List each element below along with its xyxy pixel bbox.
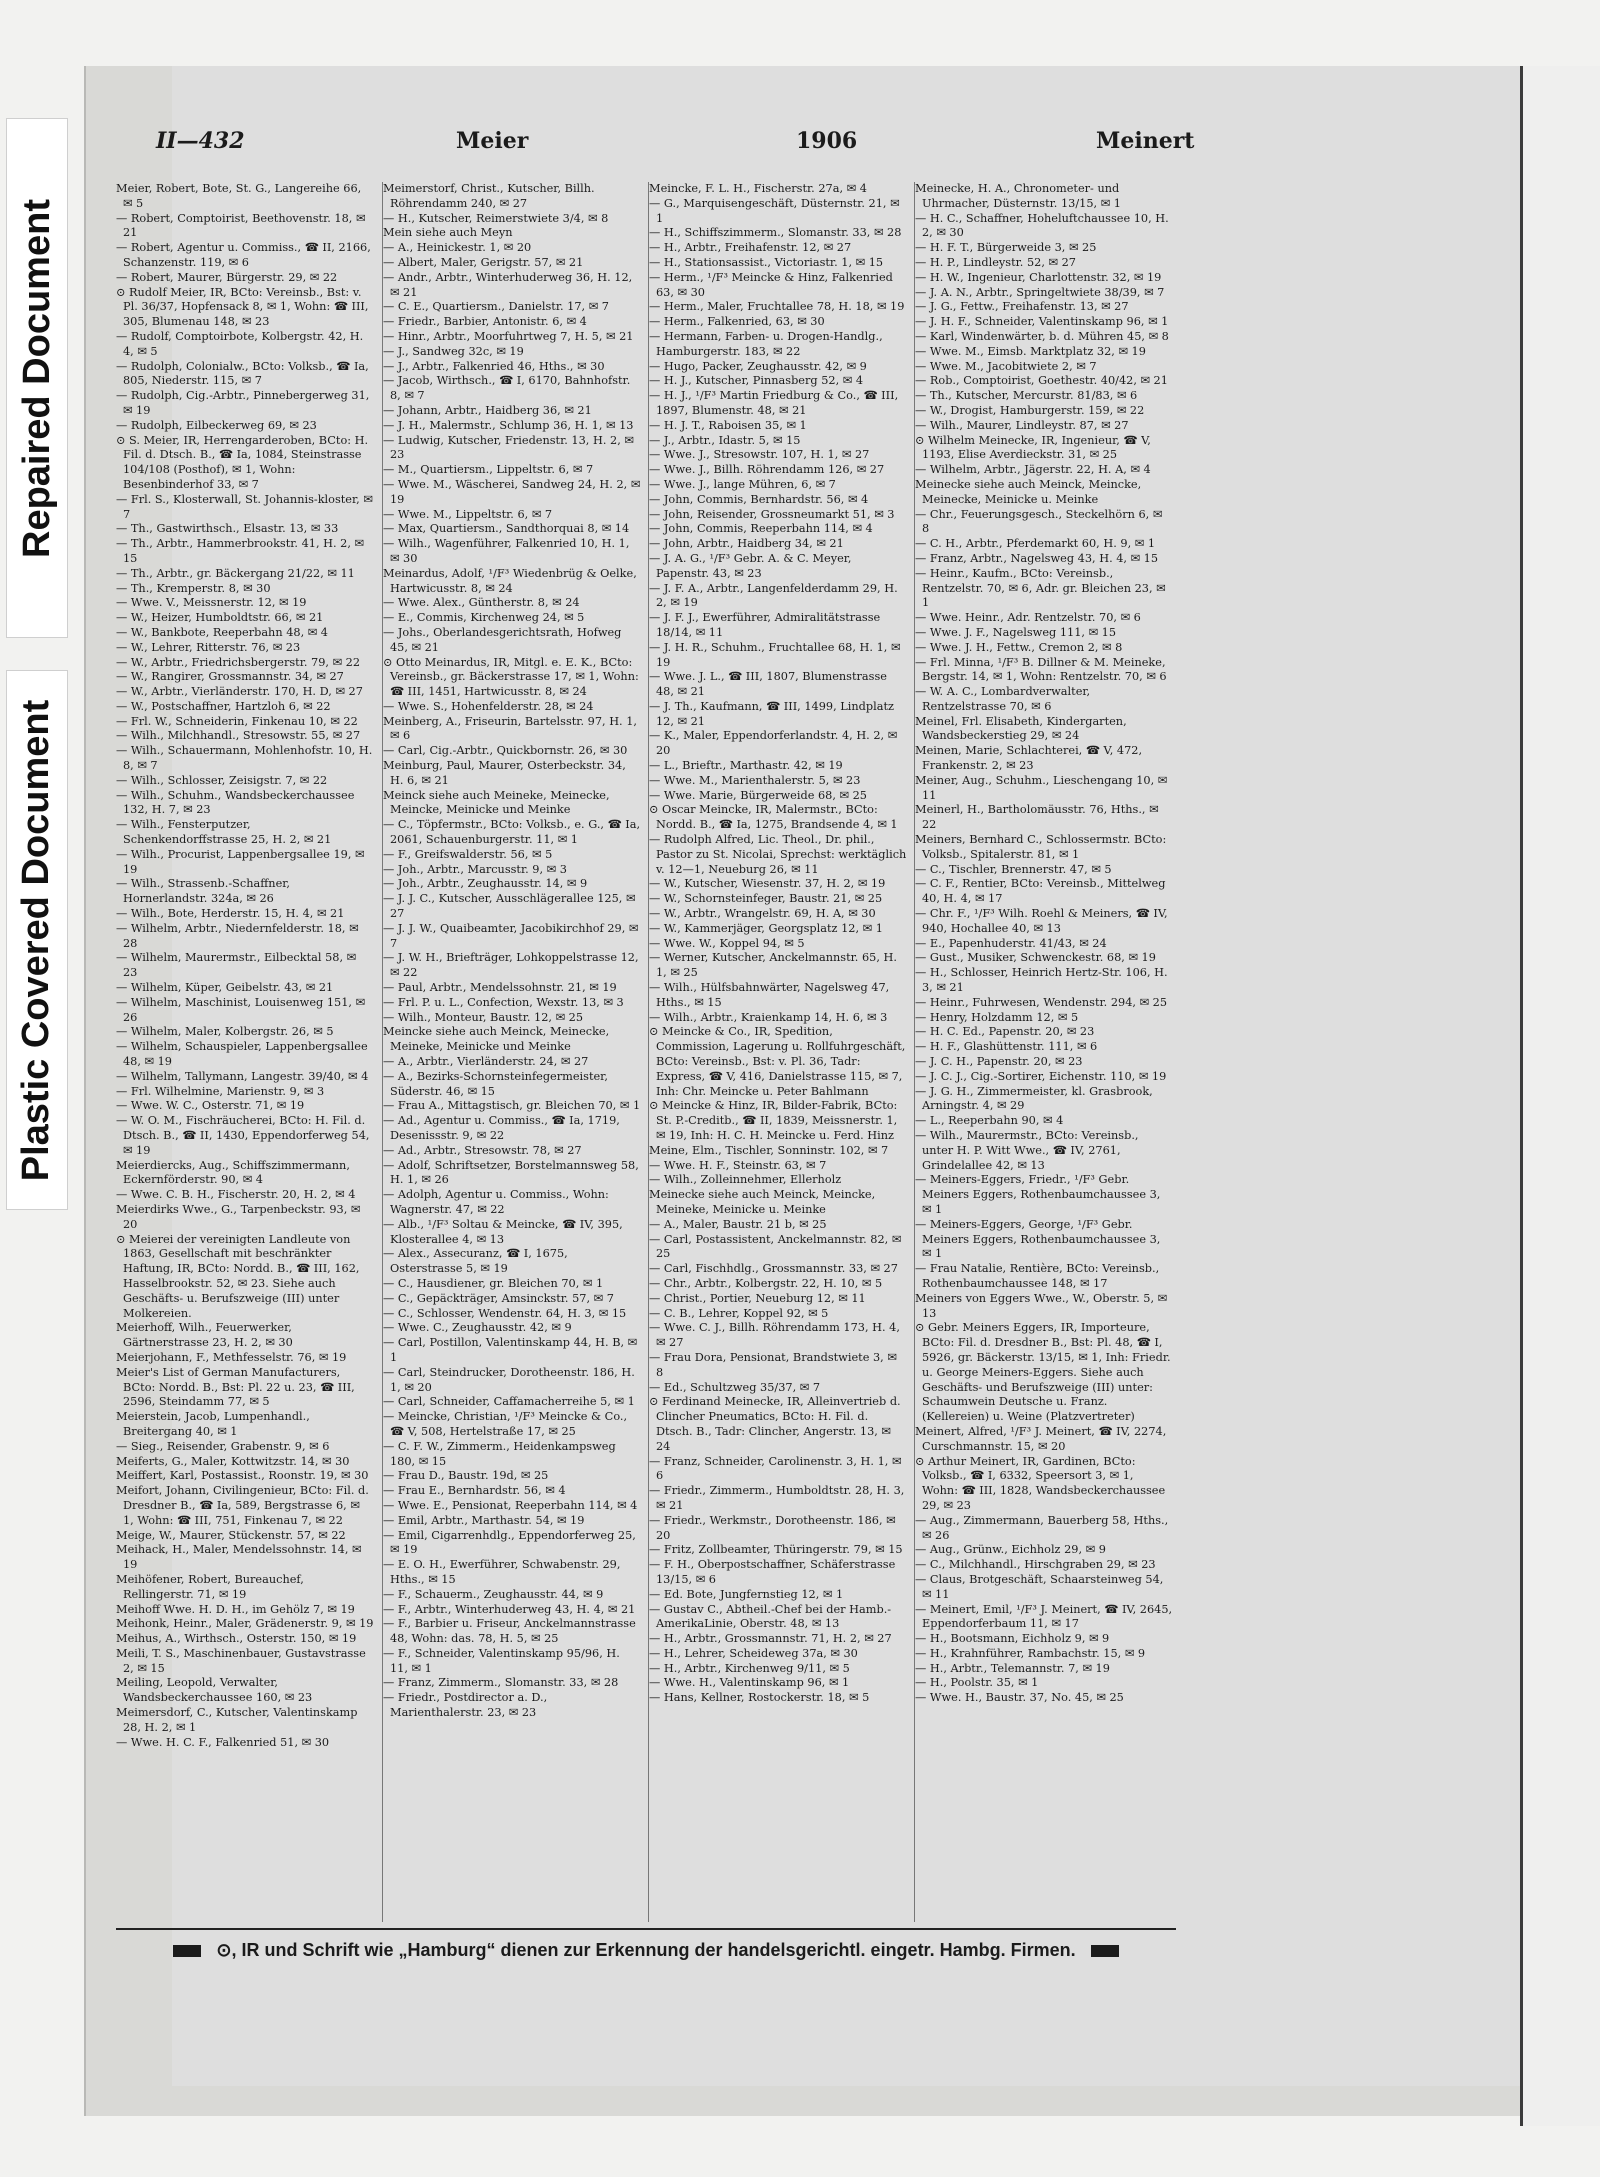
- directory-entry: ⊙ Rudolf Meier, IR, BCto: Vereinsb., Bst: v. Pl. 36/37, Hopfensack 8, ✉ 1, Wohn: ☎ III, 305, Blumenau 148, ✉ 23: [116, 285, 369, 329]
- directory-entry: Meincke, F. L. H., Fischerstr. 27a, ✉ 4: [649, 182, 867, 195]
- directory-entry: — Wilhelm, Maurermstr., Eilbecktal 58, ✉ 23: [116, 951, 357, 980]
- directory-entry: — Frl. Minna, ¹/F³ B. Dillner & M. Meineke, Bergstr. 14, ✉ 1, Wohn: Rentzelstr. 70, ✉ 6: [915, 655, 1167, 684]
- directory-entry: — K., Maler, Eppendorferlandstr. 4, H. 2, ✉ 20: [649, 729, 898, 758]
- directory-entry: Meier, Robert, Bote, St. G., Langereihe 66, ✉ 5: [116, 182, 362, 210]
- directory-entry: Meihonk, Heinr., Maler, Grädenerstr. 9, ✉ 19: [116, 1617, 374, 1631]
- directory-entry: — Th., Gastwirthsch., Elsastr. 13, ✉ 33: [116, 522, 339, 536]
- directory-entry: — Wwe. J. H., Fettw., Cremon 2, ✉ 8: [915, 640, 1123, 654]
- directory-entry: Meiners, Bernhard C., Schlossermstr. BCto: Volksb., Spitalerstr. 81, ✉ 1: [915, 833, 1167, 861]
- directory-entry: — Alb., ¹/F³ Soltau & Meincke, ☎ IV, 395, Klosterallee 4, ✉ 13: [383, 1217, 623, 1246]
- directory-entry: Meihus, A., Wirthsch., Osterstr. 150, ✉ 19: [116, 1632, 357, 1646]
- directory-entry: — J. A. G., ¹/F³ Gebr. A. & C. Meyer, Papenstr. 43, ✉ 23: [649, 551, 852, 580]
- directory-entry: Meinen, Marie, Schlachterei, ☎ V, 472, Frankenstr. 2, ✉ 23: [915, 744, 1143, 773]
- directory-entry: — Th., Arbtr., gr. Bäckergang 21/22, ✉ 11: [116, 566, 355, 580]
- directory-columns: [116, 182, 1176, 1922]
- directory-entry: — Henry, Holzdamm 12, ✉ 5: [915, 1010, 1079, 1024]
- directory-entry: — Sieg., Reisender, Grabenstr. 9, ✉ 6: [116, 1439, 330, 1453]
- directory-entry: Meierdirks Wwe., G., Tarpenbeckstr. 93, ✉ 20: [116, 1202, 361, 1231]
- directory-entry: — H. P., Lindleystr. 52, ✉ 27: [915, 255, 1076, 269]
- directory-entry: — Ludwig, Kutscher, Friedenstr. 13, H. 2, ✉ 23: [383, 433, 634, 462]
- column-2: [382, 182, 641, 1922]
- directory-entry: Meihöfener, Robert, Bureauchef, Rellingerstr. 71, ✉ 19: [116, 1572, 304, 1601]
- directory-entry: — Joh., Arbtr., Zeughausstr. 14, ✉ 9: [383, 877, 588, 891]
- directory-entry: — E., Commis, Kirchenweg 24, ✉ 5: [383, 611, 585, 625]
- directory-entry: — L., Reeperbahn 90, ✉ 4: [915, 1114, 1064, 1128]
- directory-entry: — Wwe. C. J., Billh. Röhrendamm 173, H. 4, ✉ 27: [649, 1321, 900, 1350]
- directory-entry: — J. J. C., Kutscher, Ausschlägerallee 125, ✉ 27: [383, 892, 636, 921]
- directory-entry: — F., Arbtr., Winterhuderweg 43, H. 4, ✉ 21: [383, 1602, 636, 1616]
- directory-entry: — Rudolph, Cig.-Arbtr., Pinnebergerweg 31, ✉ 19: [116, 389, 370, 417]
- directory-entry: Meinerl, H., Bartholomäusstr. 76, Hths., ✉ 22: [915, 803, 1159, 832]
- directory-entry: — Wwe. Alex., Güntherstr. 8, ✉ 24: [383, 596, 580, 610]
- directory-entry: — Fritz, Zollbeamter, Thüringerstr. 79, ✉ 15: [649, 1543, 903, 1557]
- directory-entry: — W., Lehrer, Ritterstr. 76, ✉ 23: [116, 640, 301, 654]
- directory-entry: — Wwe. J., Billh. Röhrendamm 126, ✉ 27: [649, 463, 885, 477]
- directory-entry: — F. H., Oberpostschaffner, Schäferstrasse 13/15, ✉ 6: [649, 1558, 896, 1586]
- directory-entry: Meinecke, H. A., Chronometer- und Uhrmacher, Düsternstr. 13/15, ✉ 1: [915, 182, 1121, 210]
- directory-entry: — Alex., Assecuranz, ☎ I, 1675, Osterstrasse 5, ✉ 19: [383, 1247, 568, 1276]
- repaired-document-tab: [6, 118, 68, 638]
- directory-entry: — H., Arbtr., Freihafenstr. 12, ✉ 27: [649, 241, 852, 255]
- directory-entry: Meihoff Wwe. H. D. H., im Gehölz 7, ✉ 19: [116, 1602, 355, 1616]
- directory-entry: — J. W. H., Briefträger, Lohkoppelstrasse 12, ✉ 22: [383, 951, 639, 980]
- directory-entry: — H., Stationsassist., Victoriastr. 1, ✉ 15: [649, 255, 884, 269]
- directory-entry: — W., Postschaffner, Hartzloh 6, ✉ 22: [116, 699, 331, 713]
- directory-entry: — Heinr., Fuhrwesen, Wendenstr. 294, ✉ 25: [915, 995, 1168, 1009]
- directory-entry: Meiner, Aug., Schuhm., Lieschengang 10, ✉ 11: [915, 773, 1168, 802]
- directory-entry: — Meiners-Eggers, George, ¹/F³ Gebr. Meiners Eggers, Rothenbaumchaussee 3, ✉ 1: [915, 1217, 1161, 1261]
- directory-entry: — Wwe. W. C., Osterstr. 71, ✉ 19: [116, 1099, 305, 1113]
- header-year: 1906: [796, 128, 858, 154]
- directory-entry: — J. G. H., Zimmermeister, kl. Grasbrook, Arningstr. 4, ✉ 29: [915, 1084, 1153, 1113]
- directory-entry: — W., Heizer, Humboldtstr. 66, ✉ 21: [116, 611, 324, 625]
- directory-entry: — Wwe. V., Meissnerstr. 12, ✉ 19: [116, 596, 307, 610]
- directory-entry: — F., Schneider, Valentinskamp 95/96, H. 11, ✉ 1: [383, 1646, 620, 1675]
- directory-entry: — J. G., Fettw., Freihafenstr. 13, ✉ 27: [915, 300, 1129, 314]
- directory-entry: — C. H., Arbtr., Pferdemarkt 60, H. 9, ✉ 1: [915, 537, 1156, 551]
- directory-entry: — Carl, Fischhdlg., Grossmannstr. 33, ✉ 27: [649, 1262, 898, 1276]
- directory-entry: — Karl, Windenwärter, b. d. Mühren 45, ✉ 8: [915, 329, 1169, 343]
- directory-entry: — John, Commis, Bernhardstr. 56, ✉ 4: [649, 492, 869, 506]
- pointing-hand-icon: [173, 1945, 201, 1957]
- directory-entry: — C., Milchhandl., Hirschgraben 29, ✉ 23: [915, 1558, 1156, 1572]
- directory-entry: — Friedr., Barbier, Antonistr. 6, ✉ 4: [383, 315, 587, 329]
- directory-entry: — Wwe. C. B. H., Fischerstr. 20, H. 2, ✉ 4: [116, 1188, 356, 1202]
- directory-entry: — W., Kutscher, Wiesenstr. 37, H. 2, ✉ 19: [649, 877, 886, 891]
- directory-entry: — J. C. H., Papenstr. 20, ✉ 23: [915, 1055, 1083, 1069]
- directory-entry: — Wilhelm, Maschinist, Louisenweg 151, ✉ 26: [116, 995, 366, 1024]
- directory-entry: — Robert, Comptoirist, Beethovenstr. 18, ✉ 21: [116, 211, 366, 240]
- directory-entry: — Wilh., Schauermann, Mohlenhofstr. 10, H. 8, ✉ 7: [116, 744, 373, 773]
- directory-entry: — Hugo, Packer, Zeughausstr. 42, ✉ 9: [649, 359, 867, 373]
- directory-entry: ⊙ Ferdinand Meinecke, IR, Alleinvertrieb d. Clincher Pneumatics, BCto: H. Fil. d. Dtsch. B., Tadr: Clincher, Angerstr. 13, ✉ 24: [649, 1395, 901, 1453]
- directory-entry: — Frl. P. u. L., Confection, Wexstr. 13, ✉ 3: [383, 995, 624, 1009]
- directory-entry: Meinburg, Paul, Maurer, Osterbeckstr. 34, H. 6, ✉ 21: [383, 759, 626, 787]
- directory-entry: — Wwe. H. F., Steinstr. 63, ✉ 7: [649, 1158, 827, 1172]
- directory-entry: — F., Schauerm., Zeughausstr. 44, ✉ 9: [383, 1587, 604, 1601]
- directory-entry: — Friedr., Zimmerm., Humboldtstr. 28, H. 3, ✉ 21: [649, 1484, 905, 1512]
- directory-entry: — C., Hausdiener, gr. Bleichen 70, ✉ 1: [383, 1276, 604, 1290]
- directory-entry: ⊙ Oscar Meincke, IR, Malermstr., BCto: Nordd. B., ☎ Ia, 1275, Brandsende 4, ✉ 1: [649, 803, 898, 832]
- page-number: II—432: [156, 128, 245, 154]
- directory-entry: — W., Arbtr., Friedrichsbergerstr. 79, ✉ 22: [116, 655, 361, 669]
- header-title-left: Meier: [456, 128, 529, 154]
- directory-entry: — Meiners-Eggers, Friedr., ¹/F³ Gebr. Meiners Eggers, Rothenbaumchaussee 3, ✉ 1: [915, 1173, 1161, 1216]
- directory-entry: — Christ., Portier, Neueburg 12, ✉ 11: [649, 1291, 866, 1305]
- directory-entry: — H., Arbtr., Kirchenweg 9/11, ✉ 5: [649, 1661, 850, 1675]
- directory-entry: Meiling, Leopold, Verwalter, Wandsbeckerchaussee 160, ✉ 23: [116, 1676, 313, 1705]
- directory-entry: — Wwe. W., Koppel 94, ✉ 5: [649, 936, 805, 950]
- directory-entry: — Frl. Wilhelmine, Marienstr. 9, ✉ 3: [116, 1084, 325, 1098]
- directory-entry: — H. J. T., Raboisen 35, ✉ 1: [649, 418, 807, 432]
- directory-entry: — Frau A., Mittagstisch, gr. Bleichen 70, ✉ 1: [383, 1099, 641, 1113]
- directory-entry: Meimerstorf, Christ., Kutscher, Billh. Röhrendamm 240, ✉ 27: [383, 182, 595, 210]
- directory-entry: — Adolf, Schriftsetzer, Borstelmannsweg 58, H. 1, ✉ 26: [383, 1158, 639, 1187]
- footer-text: ⊙, IR und Schrift wie „Hamburg“ dienen zur Erkennung der handelsgerichtl. eingetr. Hambg. Firmen.: [216, 1940, 1076, 1960]
- directory-entry: — J. H. F., Schneider, Valentinskamp 96, ✉ 1: [915, 315, 1169, 329]
- directory-entry: — Robert, Agentur u. Commiss., ☎ II, 2166, Schanzenstr. 119, ✉ 6: [116, 241, 371, 269]
- directory-entry: — J. C. J., Cig.-Sortirer, Eichenstr. 110, ✉ 19: [915, 1069, 1167, 1083]
- directory-entry: — Wilh., Schuhm., Wandsbeckerchaussee 132, H. 7, ✉ 23: [116, 788, 355, 817]
- directory-entry: — Th., Arbtr., Hammerbrookstr. 41, H. 2, ✉ 15: [116, 537, 365, 565]
- directory-entry: — J., Arbtr., Idastr. 5, ✉ 15: [649, 433, 801, 447]
- directory-entry: — C. B., Lehrer, Koppel 92, ✉ 5: [649, 1306, 829, 1320]
- directory-entry: — Hinr., Arbtr., Moorfuhrtweg 7, H. 5, ✉ 21: [383, 329, 634, 343]
- directory-entry: — J., Sandweg 32c, ✉ 19: [383, 344, 524, 358]
- directory-entry: — Th., Kutscher, Mercurstr. 81/83, ✉ 6: [915, 389, 1138, 403]
- directory-entry: Meihack, H., Maler, Mendelssohnstr. 14, ✉ 19: [116, 1543, 362, 1572]
- directory-entry: — Claus, Brotgeschäft, Schaarsteinweg 54, ✉ 11: [915, 1572, 1164, 1601]
- directory-entry: — Wilh., Milchhandl., Stresowstr. 55, ✉ 27: [116, 729, 361, 743]
- directory-entry: Meincke siehe auch Meinck, Meinecke, Meineke, Meinicke und Meinke: [383, 1025, 610, 1054]
- directory-entry: — Carl, Postassistent, Anckelmannstr. 82, ✉ 25: [649, 1232, 902, 1261]
- directory-entry: — Wwe. J. L., ☎ III, 1807, Blumenstrasse 48, ✉ 21: [649, 670, 887, 699]
- column-1: [116, 182, 374, 1922]
- plastic-covered-label: Plastic Covered Document: [15, 699, 58, 1181]
- directory-entry: — Frau Natalie, Rentière, BCto: Vereinsb., Rothenbaumchaussee 148, ✉ 17: [915, 1262, 1160, 1290]
- directory-entry: — Wwe. H., Valentinskamp 96, ✉ 1: [649, 1676, 850, 1690]
- directory-entry: — Ad., Arbtr., Stresowstr. 78, ✉ 27: [383, 1143, 582, 1157]
- directory-entry: — Wilh., Zolleinnehmer, Ellerholz: [649, 1173, 842, 1187]
- directory-entry: — Emil, Cigarrenhdlg., Eppendorferweg 25, ✉ 19: [383, 1528, 636, 1557]
- directory-entry: — W., Rangirer, Grossmannstr. 34, ✉ 27: [116, 670, 344, 684]
- directory-entry: — Wwe. H. C. F., Falkenried 51, ✉ 30: [116, 1735, 330, 1749]
- directory-entry: — E., Papenhuderstr. 41/43, ✉ 24: [915, 936, 1107, 950]
- directory-entry: — Adolph, Agentur u. Commiss., Wohn: Wagnerstr. 47, ✉ 22: [383, 1188, 609, 1216]
- directory-entry: — J. A. N., Arbtr., Springeltwiete 38/39, ✉ 7: [915, 285, 1165, 299]
- directory-entry: — J., Arbtr., Falkenried 46, Hths., ✉ 30: [383, 359, 605, 373]
- directory-entry: Meiffert, Karl, Postassist., Roonstr. 19, ✉ 30: [116, 1469, 369, 1483]
- directory-entry: — E. O. H., Ewerführer, Schwabenstr. 29, Hths., ✉ 15: [383, 1558, 621, 1586]
- directory-entry: — Wilhelm, Tallymann, Langestr. 39/40, ✉ 4: [116, 1069, 369, 1083]
- directory-entry: — Wwe. Marie, Bürgerweide 68, ✉ 25: [649, 788, 867, 802]
- directory-entry: — Meincke, Christian, ¹/F³ Meincke & Co., ☎ V, 508, Hertelstraße 17, ✉ 25: [383, 1410, 628, 1438]
- directory-entry: — Emil, Arbtr., Marthastr. 54, ✉ 19: [383, 1513, 585, 1527]
- directory-entry: ⊙ Meincke & Co., IR, Spedition, Commission, Lagerung u. Rollfuhrgeschäft, BCto: Vereinsb., Bst: v. Pl. 36, Tadr: Express, ☎ V, 416, Danielstrasse 115, ✉ 7, Inh: Chr. Meincke u. Peter Bahlmann: [649, 1025, 906, 1098]
- directory-entry: — J. H. R., Schuhm., Fruchtallee 68, H. 1, ✉ 19: [649, 640, 901, 669]
- directory-entry: — H., Bootsmann, Eichholz 9, ✉ 9: [915, 1632, 1110, 1646]
- directory-entry: — Frau Dora, Pensionat, Brandstwiete 3, ✉ 8: [649, 1350, 897, 1379]
- directory-entry: ⊙ Meincke & Hinz, IR, Bilder-Fabrik, BCto: St. P.-Creditb., ☎ II, 1839, Meissnerstr. 1, ✉ 19, Inh: H. C. H. Meincke u. Ferd. Hinz: [649, 1099, 898, 1142]
- directory-entry: — Andr., Arbtr., Winterhuderweg 36, H. 12, ✉ 21: [383, 270, 633, 299]
- directory-entry: — C. F. W., Zimmerm., Heidenkampsweg 180, ✉ 15: [383, 1439, 616, 1468]
- directory-entry: — A., Bezirks-Schornsteinfegermeister, Süderstr. 46, ✉ 15: [383, 1069, 608, 1098]
- directory-entry: Meinel, Frl. Elisabeth, Kindergarten, Wandsbeckerstieg 29, ✉ 24: [915, 714, 1127, 743]
- directory-entry: — Wwe. Heinr., Adr. Rentzelstr. 70, ✉ 6: [915, 611, 1141, 625]
- directory-entry: — H. J., ¹/F³ Martin Friedburg & Co., ☎ III, 1897, Blumenstr. 48, ✉ 21: [649, 389, 899, 417]
- directory-entry: — Wilh., Strassenb.-Schaffner, Hornerlandstr. 324a, ✉ 26: [116, 877, 290, 906]
- directory-entry: Meine, Elm., Tischler, Sonninstr. 102, ✉ 7: [649, 1143, 889, 1157]
- directory-entry: — A., Maler, Baustr. 21 b, ✉ 25: [649, 1217, 827, 1231]
- directory-entry: — Jacob, Wirthsch., ☎ I, 6170, Bahnhofstr. 8, ✉ 7: [383, 374, 631, 403]
- directory-entry: — Robert, Maurer, Bürgerstr. 29, ✉ 22: [116, 270, 338, 284]
- directory-entry: — Rudolph, Colonialw., BCto: Volksb., ☎ Ia, 805, Niederstr. 115, ✉ 7: [116, 359, 369, 388]
- directory-entry: ⊙ Otto Meinardus, IR, Mitgl. e. E. K., BCto: Vereinsb., gr. Bäckerstrasse 17, ✉ 1, Wohn: ☎ III, 1451, Hartwicusstr. 8, ✉ 24: [383, 655, 639, 699]
- directory-entry: — C., Töpfermstr., BCto: Volksb., e. G., ☎ Ia, 2061, Schauenburgerstr. 11, ✉ 1: [383, 818, 641, 847]
- directory-entry: — H., Poolstr. 35, ✉ 1: [915, 1676, 1039, 1690]
- directory-entry: — H., Krahnführer, Rambachstr. 15, ✉ 9: [915, 1646, 1146, 1660]
- column-4: [914, 182, 1173, 1922]
- directory-entry: Meinck siehe auch Meineke, Meinecke, Meincke, Meinicke und Meinke: [383, 788, 610, 817]
- directory-entry: — Ad., Agentur u. Commiss., ☎ Ia, 1719, Desenissstr. 9, ✉ 22: [383, 1114, 620, 1142]
- directory-entry: — Johann, Arbtr., Haidberg 36, ✉ 21: [383, 403, 592, 417]
- directory-entry: — C., Tischler, Brennerstr. 47, ✉ 5: [915, 862, 1112, 876]
- directory-entry: — Carl, Schneider, Caffamacherreihe 5, ✉ 1: [383, 1395, 635, 1409]
- directory-entry: — Herm., ¹/F³ Meincke & Hinz, Falkenried 63, ✉ 30: [649, 270, 893, 299]
- directory-entry: — W., Arbtr., Vierländerstr. 170, H. D, ✉ 27: [116, 685, 363, 699]
- directory-entry: — Herm., Maler, Fruchtallee 78, H. 18, ✉ 19: [649, 300, 905, 314]
- directory-entry: Meinardus, Adolf, ¹/F³ Wiedenbrüg & Oelke, Hartwicusstr. 8, ✉ 24: [383, 566, 637, 595]
- directory-entry: — Carl, Cig.-Arbtr., Quickbornstr. 26, ✉ 30: [383, 744, 628, 758]
- directory-entry: — Wilhelm, Arbtr., Jägerstr. 22, H. A, ✉ 4: [915, 463, 1151, 477]
- directory-entry: — John, Arbtr., Haidberg 34, ✉ 21: [649, 537, 844, 551]
- directory-entry: — Carl, Postillon, Valentinskamp 44, H. B, ✉ 1: [383, 1336, 638, 1364]
- directory-entry: — H. C. Ed., Papenstr. 20, ✉ 23: [915, 1025, 1095, 1039]
- directory-entry: ⊙ Arthur Meinert, IR, Gardinen, BCto: Volksb., ☎ I, 6332, Speersort 3, ✉ 1, Wohn: ☎ III, 1828, Wandsbeckerchaussee 29, ✉ 23: [915, 1454, 1166, 1512]
- directory-entry: — Frau D., Baustr. 19d, ✉ 25: [383, 1469, 549, 1483]
- directory-entry: Meier's List of German Manufacturers, BCto: Nordd. B., Bst: Pl. 22 u. 23, ☎ III, 2596, Steindamm 77, ✉ 5: [116, 1365, 355, 1409]
- pointing-hand-icon: [1091, 1945, 1119, 1957]
- directory-entry: ⊙ Wilhelm Meinecke, IR, Ingenieur, ☎ V, 1193, Elise Averdieckstr. 31, ✉ 25: [915, 433, 1151, 462]
- directory-entry: — Max, Quartiersm., Sandthorquai 8, ✉ 14: [383, 522, 630, 536]
- directory-entry: — F., Greifswalderstr. 56, ✉ 5: [383, 847, 553, 861]
- directory-entry: — Franz, Arbtr., Nagelsweg 43, H. 4, ✉ 15: [915, 551, 1159, 565]
- directory-entry: — F., Barbier u. Friseur, Anckelmannstrasse 48, Wohn: das. 78, H. 5, ✉ 25: [383, 1617, 636, 1646]
- directory-entry: — Frl. S., Klosterwall, St. Johannis-kloster, ✉ 7: [116, 492, 373, 521]
- directory-entry: Meierdiercks, Aug., Schiffszimmermann, Eckernförderstr. 90, ✉ 4: [116, 1158, 350, 1187]
- directory-entry: — Chr., Feuerungsgesch., Steckelhörn 6, ✉ 8: [915, 507, 1163, 536]
- directory-entry: Meierhoff, Wilh., Feuerwerker, Gärtnerstrasse 23, H. 2, ✉ 30: [116, 1321, 293, 1350]
- directory-entry: Meinecke siehe auch Meinck, Meincke, Meinecke, Meinicke u. Meinke: [915, 477, 1142, 506]
- directory-entry: ⊙ S. Meier, IR, Herrengarderoben, BCto: H. Fil. d. Dtsch. B., ☎ Ia, 1084, Steinstrasse 104/108 (Posthof), ✉ 1, Wohn: Besenbinderhof 33, ✉ 7: [116, 433, 369, 491]
- directory-entry: — Wwe. J., lange Mühren, 6, ✉ 7: [649, 477, 836, 491]
- repaired-document-label: Repaired Document: [15, 198, 58, 558]
- directory-entry: — G., Marquisengeschäft, Düsternstr. 21, ✉ 1: [649, 196, 900, 225]
- directory-entry: ⊙ Meierei der vereinigten Landleute von 1863, Gesellschaft mit beschränkter Haftung, IR, BCto: Nordd. B., ☎ III, 162, Hasselbrookstr. 52, ✉ 23. Siehe auch Geschäfts- u. Berufszweige (III) unter Molkereien.: [116, 1232, 360, 1320]
- directory-entry: — Wwe. C., Zeughausstr. 42, ✉ 9: [383, 1321, 572, 1335]
- column-3: [648, 182, 907, 1922]
- directory-entry: — Werner, Kutscher, Anckelmannstr. 65, H. 1, ✉ 25: [649, 951, 897, 980]
- page-edge: [1520, 66, 1600, 2126]
- directory-entry: — H., Lehrer, Scheideweg 37a, ✉ 30: [649, 1646, 858, 1660]
- directory-entry: — Hans, Kellner, Rostockerstr. 18, ✉ 5: [649, 1691, 870, 1705]
- directory-entry: — W., Schornsteinfeger, Baustr. 21, ✉ 25: [649, 892, 883, 906]
- directory-entry: — J. F. J., Ewerführer, Admiralitätstrasse 18/14, ✉ 11: [649, 611, 881, 639]
- directory-entry: — J. F. A., Arbtr., Langenfelderdamm 29, H. 2, ✉ 19: [649, 581, 898, 610]
- directory-entry: — Franz, Schneider, Carolinenstr. 3, H. 1, ✉ 6: [649, 1454, 902, 1483]
- directory-entry: — Wilh., Schlosser, Zeisigstr. 7, ✉ 22: [116, 773, 328, 787]
- directory-entry: — L., Brieftr., Marthastr. 42, ✉ 19: [649, 759, 843, 773]
- directory-entry: — C., Schlosser, Wendenstr. 64, H. 3, ✉ 15: [383, 1306, 627, 1320]
- directory-entry: — Friedr., Werkmstr., Dorotheenstr. 186, ✉ 20: [649, 1513, 896, 1542]
- directory-entry: — Wwe. E., Pensionat, Reeperbahn 114, ✉ 4: [383, 1498, 638, 1512]
- directory-entry: — Wilhelm, Schauspieler, Lappenbergsallee 48, ✉ 19: [116, 1040, 368, 1069]
- directory-entry: Meinberg, A., Friseurin, Bartelsstr. 97, H. 1, ✉ 6: [383, 714, 638, 743]
- directory-entry: — W., Arbtr., Wrangelstr. 69, H. A, ✉ 30: [649, 907, 876, 921]
- directory-entry: — W., Kammerjäger, Georgsplatz 12, ✉ 1: [649, 921, 883, 935]
- directory-entry: — J. H., Malermstr., Schlump 36, H. 1, ✉ 13: [383, 418, 634, 432]
- directory-entry: — H. W., Ingenieur, Charlottenstr. 32, ✉ 19: [915, 270, 1162, 284]
- directory-entry: — Wwe. M., Wäscherei, Sandweg 24, H. 2, ✉ 19: [383, 477, 641, 506]
- directory-entry: — Carl, Steindrucker, Dorotheenstr. 186, H. 1, ✉ 20: [383, 1365, 635, 1394]
- directory-entry: — H., Kutscher, Reimerstwiete 3/4, ✉ 8: [383, 211, 609, 225]
- directory-entry: — W. A. C., Lombardverwalter, Rentzelstrasse 70, ✉ 6: [915, 685, 1091, 713]
- directory-entry: — Th., Kremperstr. 8, ✉ 30: [116, 581, 271, 595]
- directory-entry: — Wilh., Procurist, Lappenbergsallee 19, ✉ 19: [116, 847, 365, 876]
- directory-entry: — Wilh., Hülfsbahnwärter, Nagelsweg 47, Hths., ✉ 15: [649, 981, 890, 1009]
- footer-rule: [116, 1928, 1176, 1930]
- directory-entry: — H., Schiffszimmerm., Slomanstr. 33, ✉ 28: [649, 226, 902, 240]
- directory-entry: — W. O. M., Fischräucherei, BCto: H. Fil. d. Dtsch. B., ☎ II, 1430, Eppendorferweg 54, ✉ 19: [116, 1114, 370, 1157]
- directory-entry: Meinecke siehe auch Meinck, Meincke, Meineke, Meinicke u. Meinke: [649, 1188, 876, 1216]
- directory-entry: — Heinr., Kaufm., BCto: Vereinsb., Rentzelstr. 70, ✉ 6, Adr. gr. Bleichen 23, ✉ 1: [915, 566, 1166, 610]
- directory-entry: — Joh., Arbtr., Marcusstr. 9, ✉ 3: [383, 862, 567, 876]
- directory-entry: — Ed. Bote, Jungfernstieg 12, ✉ 1: [649, 1587, 844, 1601]
- directory-entry: — J. Th., Kaufmann, ☎ III, 1499, Lindplatz 12, ✉ 21: [649, 699, 894, 728]
- directory-entry: — C. F., Rentier, BCto: Vereinsb., Mittelweg 40, H. 4, ✉ 17: [915, 877, 1166, 906]
- directory-entry: — C., Gepäckträger, Amsinckstr. 57, ✉ 7: [383, 1291, 614, 1305]
- directory-entry: — C. E., Quartiersm., Danielstr. 17, ✉ 7: [383, 300, 609, 314]
- directory-entry: — Rudolph, Eilbeckerweg 69, ✉ 23: [116, 418, 317, 432]
- directory-entry: — H. J., Kutscher, Pinnasberg 52, ✉ 4: [649, 374, 864, 388]
- directory-entry: — Albert, Maler, Gerigstr. 57, ✉ 21: [383, 255, 584, 269]
- directory-entry: — Wilh., Wagenführer, Falkenried 10, H. 1, ✉ 30: [383, 537, 630, 565]
- directory-entry: — John, Commis, Reeperbahn 114, ✉ 4: [649, 522, 873, 536]
- directory-entry: — Wwe. M., Jacobitwiete 2, ✉ 7: [915, 359, 1097, 373]
- directory-entry: — Meinert, Emil, ¹/F³ J. Meinert, ☎ IV, 2645, Eppendorferbaum 11, ✉ 17: [915, 1602, 1173, 1631]
- directory-entry: — Wilh., Fensterputzer, Schenkendorffstrasse 25, H. 2, ✉ 21: [116, 818, 332, 847]
- directory-entry: Meinert, Alfred, ¹/F³ J. Meinert, ☎ IV, 2274, Curschmannstr. 15, ✉ 20: [915, 1424, 1167, 1453]
- directory-entry: — W., Bankbote, Reeperbahn 48, ✉ 4: [116, 625, 328, 639]
- directory-entry: — Wilhelm, Arbtr., Niedernfelderstr. 18, ✉ 28: [116, 921, 359, 950]
- directory-entry: — Johs., Oberlandesgerichtsrath, Hofweg 45, ✉ 21: [383, 625, 622, 654]
- directory-entry: — Wwe. M., Lippeltstr. 6, ✉ 7: [383, 507, 553, 521]
- page-header: [116, 128, 1195, 158]
- directory-entry: — Ed., Schultzweg 35/37, ✉ 7: [649, 1380, 821, 1394]
- directory-entry: Meierstein, Jacob, Lumpenhandl., Breitergang 40, ✉ 1: [116, 1410, 310, 1438]
- directory-entry: — Rob., Comptoirist, Goethestr. 40/42, ✉ 21: [915, 374, 1168, 388]
- directory-entry: — Wwe. M., Eimsb. Marktplatz 32, ✉ 19: [915, 344, 1146, 358]
- side-tabs: [0, 110, 74, 1220]
- directory-entry: — Aug., Grünw., Eichholz 29, ✉ 9: [915, 1543, 1106, 1557]
- directory-entry: — H., Arbtr., Telemannstr. 7, ✉ 19: [915, 1661, 1110, 1675]
- directory-entry: Meifort, Johann, Civilingenieur, BCto: Fil. d. Dresdner B., ☎ Ia, 589, Bergstrasse 6, ✉ 1, Wohn: ☎ III, 751, Finkenau 7, ✉ 22: [116, 1484, 369, 1527]
- directory-entry: Meierjohann, F., Methfesselstr. 76, ✉ 19: [116, 1350, 347, 1364]
- directory-entry: — Wilh., Maurer, Lindleystr. 87, ✉ 27: [915, 418, 1129, 432]
- directory-entry: — M., Quartiersm., Lippeltstr. 6, ✉ 7: [383, 463, 594, 477]
- directory-entry: Meige, W., Maurer, Stückenstr. 57, ✉ 22: [116, 1528, 346, 1542]
- directory-entry: ⊙ Gebr. Meiners Eggers, IR, Importeure, BCto: Fil. d. Dresdner B., Bst: Pl. 48, ☎ I, 5926, gr. Bäckerstr. 13/15, ✉ 1, Inh: Friedr. u. George Meiners-Eggers. Siehe auch Geschäfts- und Berufszweige (III) unter: Schaumwein Deutsche u. Franz. (Kellereien) u. Weine (Platzvertreter): [915, 1321, 1171, 1424]
- directory-entry: — Wwe. H., Baustr. 37, No. 45, ✉ 25: [915, 1691, 1124, 1705]
- directory-entry: — W., Drogist, Hamburgerstr. 159, ✉ 22: [915, 403, 1145, 417]
- directory-entry: — John, Reisender, Grossneumarkt 51, ✉ 3: [649, 507, 895, 521]
- directory-entry: Meiners von Eggers Wwe., W., Oberstr. 5, ✉ 13: [915, 1291, 1168, 1320]
- directory-entry: — Herm., Falkenried, 63, ✉ 30: [649, 315, 825, 329]
- directory-entry: — Franz, Zimmerm., Slomanstr. 33, ✉ 28: [383, 1676, 619, 1690]
- directory-entry: — Chr., Arbtr., Kolbergstr. 22, H. 10, ✉ 5: [649, 1276, 883, 1290]
- directory-entry: — Aug., Zimmermann, Bauerberg 58, Hths., ✉ 26: [915, 1513, 1169, 1542]
- directory-entry: — Chr. F., ¹/F³ Wilh. Roehl & Meiners, ☎ IV, 940, Hochallee 40, ✉ 13: [915, 907, 1168, 935]
- directory-entry: Meili, T. S., Maschinenbauer, Gustavstrasse 2, ✉ 15: [116, 1646, 366, 1675]
- directory-entry: Meimersdorf, C., Kutscher, Valentinskamp 28, H. 2, ✉ 1: [116, 1706, 358, 1734]
- directory-entry: — Paul, Arbtr., Mendelssohnstr. 21, ✉ 19: [383, 981, 617, 995]
- header-title-right: Meinert: [1096, 128, 1195, 154]
- directory-entry: — Frl. W., Schneiderin, Finkenau 10, ✉ 22: [116, 714, 358, 728]
- directory-entry: Mein siehe auch Meyn: [383, 226, 513, 240]
- directory-entry: — Gust., Musiker, Schwenckestr. 68, ✉ 19: [915, 951, 1156, 965]
- directory-entry: — Gustav C., Abtheil.-Chef bei der Hamb.-AmerikaLinie, Oberstr. 48, ✉ 13: [649, 1602, 892, 1631]
- page-footer: [116, 1940, 1176, 1961]
- directory-entry: — Wwe. S., Hohenfelderstr. 28, ✉ 24: [383, 699, 594, 713]
- directory-entry: — J. J. W., Quaibeamter, Jacobikirchhof 29, ✉ 7: [383, 921, 639, 950]
- directory-entry: — A., Heinickestr. 1, ✉ 20: [383, 241, 532, 255]
- directory-entry: — Wwe. J. F., Nagelsweg 111, ✉ 15: [915, 625, 1117, 639]
- directory-entry: — Wilh., Bote, Herderstr. 15, H. 4, ✉ 21: [116, 907, 345, 921]
- directory-entry: — Wilhelm, Küper, Geibelstr. 43, ✉ 21: [116, 981, 334, 995]
- directory-entry: — Wilh., Maurermstr., BCto: Vereinsb., unter H. P. Witt Wwe., ☎ IV, 2761, Grindelallee 42, ✉ 13: [915, 1129, 1139, 1172]
- directory-entry: — Rudolf, Comptoirbote, Kolbergstr. 42, H. 4, ✉ 5: [116, 329, 364, 358]
- directory-entry: — Frau E., Bernhardstr. 56, ✉ 4: [383, 1484, 566, 1498]
- directory-entry: — Wwe. J., Stresowstr. 107, H. 1, ✉ 27: [649, 448, 870, 462]
- directory-entry: — H. F., Glashüttenstr. 111, ✉ 6: [915, 1040, 1098, 1054]
- plastic-covered-tab: [6, 670, 68, 1210]
- directory-entry: — H. C., Schaffner, Hoheluftchaussee 10, H. 2, ✉ 30: [915, 211, 1169, 240]
- directory-entry: — Wilh., Arbtr., Kraienkamp 14, H. 6, ✉ 3: [649, 1010, 888, 1024]
- directory-entry: — H. F. T., Bürgerweide 3, ✉ 25: [915, 241, 1097, 255]
- directory-entry: — Wwe. M., Marienthalerstr. 5, ✉ 23: [649, 773, 861, 787]
- directory-entry: — H., Schlosser, Heinrich Hertz-Str. 106, H. 3, ✉ 21: [915, 966, 1168, 995]
- directory-entry: — Rudolph Alfred, Lic. Theol., Dr. phil., Pastor zu St. Nicolai, Sprechst: werktäglich v. 12—1, Neueburg 26, ✉ 11: [649, 833, 907, 876]
- directory-entry: — A., Arbtr., Vierländerstr. 24, ✉ 27: [383, 1055, 589, 1069]
- directory-entry: — Friedr., Postdirector a. D., Marienthalerstr. 23, ✉ 23: [383, 1691, 548, 1720]
- directory-entry: — Hermann, Farben- u. Drogen-Handlg., Hamburgerstr. 183, ✉ 22: [649, 329, 883, 358]
- directory-entry: — Wilh., Monteur, Baustr. 12, ✉ 25: [383, 1010, 584, 1024]
- directory-entry: Meiferts, G., Maler, Kottwitzstr. 14, ✉ 30: [116, 1454, 350, 1468]
- directory-entry: — Wilhelm, Maler, Kolbergstr. 26, ✉ 5: [116, 1025, 334, 1039]
- directory-entry: — H., Arbtr., Grossmannstr. 71, H. 2, ✉ 27: [649, 1632, 892, 1646]
